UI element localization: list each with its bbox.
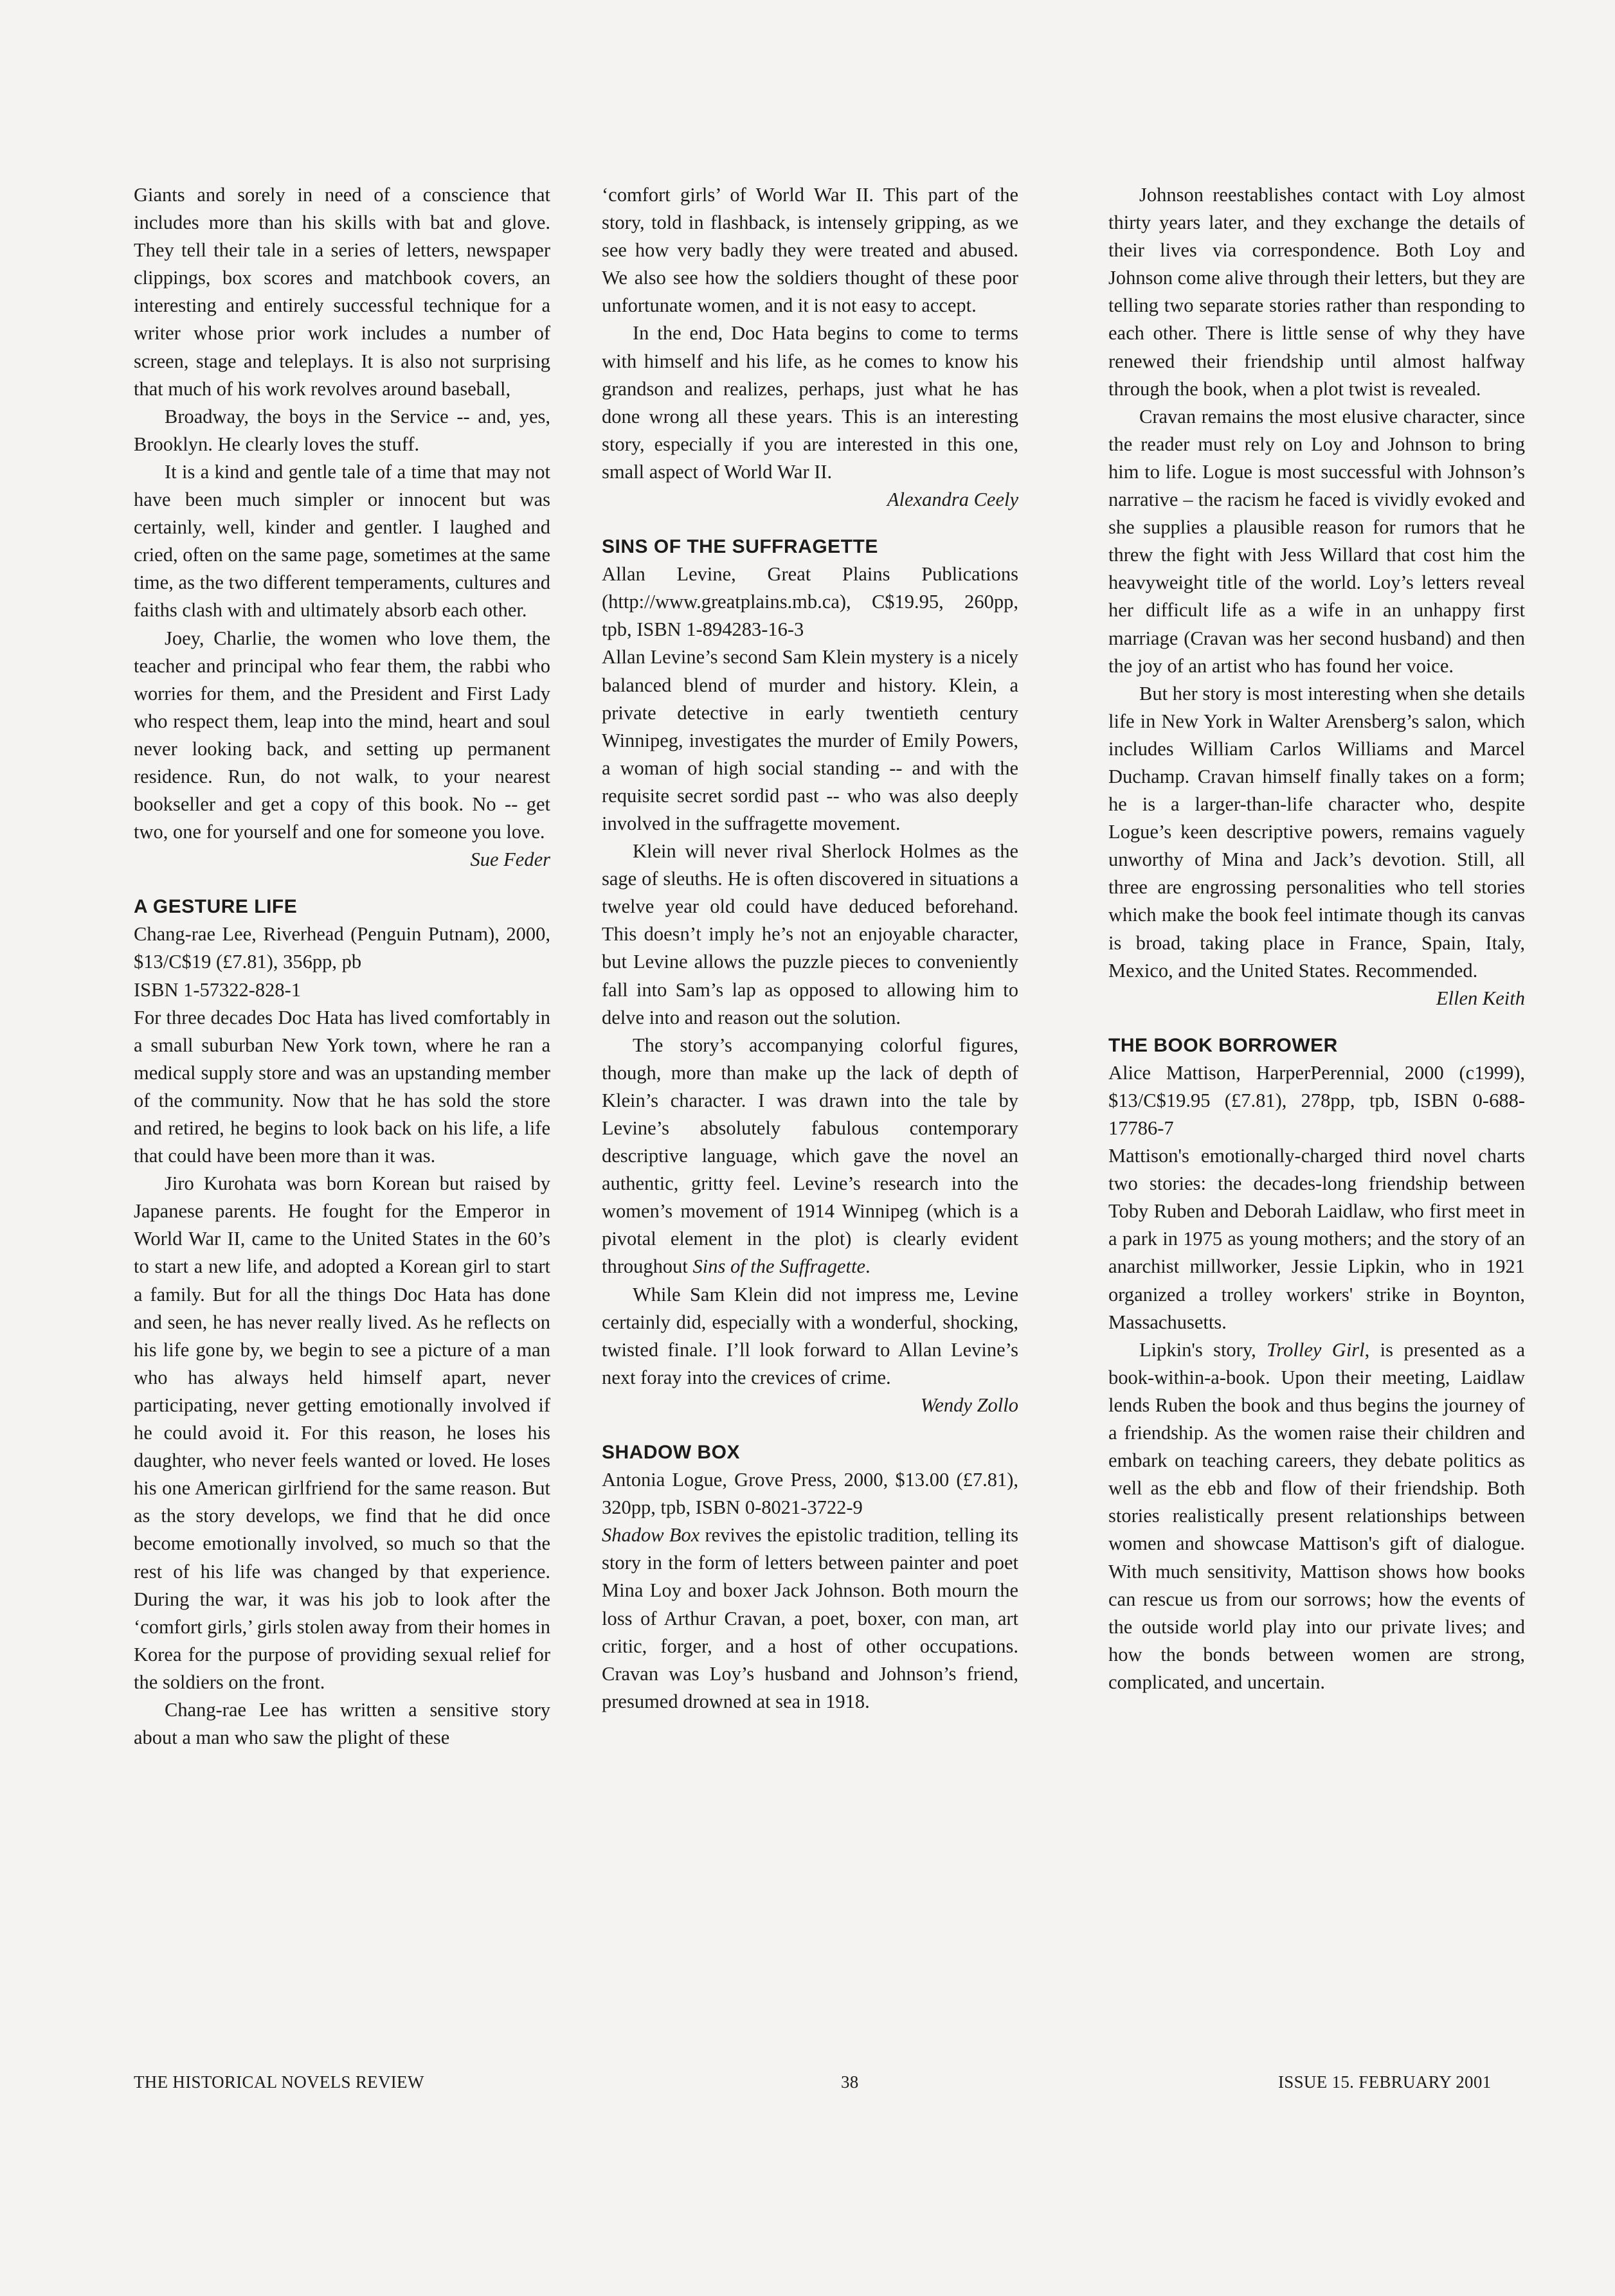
punctuation: . [865,1255,871,1278]
review-paragraph [1108,1336,1525,1696]
review-text: The story’s accompanying colorful figures, though, more than make up the lack of depth of Klein’s character. I was drawn into the tale by Levine’s absolutely fabulous contemporary descriptive language, which gave the novel an authentic, gritty feel. Levine’s research into the women’s movement of 1914 Winnipeg (which is a pivotal element in the plot) is clearly evident throughout [602,1034,1018,1278]
review-paragraph: Joey, Charlie, the women who love them, the teacher and principal who fear them, the rabbi who worries for them, and the President and First Lady who respect them, leap into the mind, heart and soul never looking back, and setting up permanent residence. Run, do not walk, to your nearest bookseller and get a copy of this book. No -- get two, one for yourself and one for someone you love. [134,627,550,843]
review-text: Lipkin's story, [1139,1338,1256,1361]
review-paragraph [602,1521,1018,1716]
book-title-italic: Trolley Girl [1267,1338,1365,1361]
footer-page-number: 38 [841,2072,859,2092]
review-paragraph: It is a kind and gentle tale of a time that may not have been much simpler or innocent but was certainly, well, kinder and gentler. I laughed and cried, often on the same page, sometimes at the same time, as the two different temperaments, cultures and faiths clash with and ultimately absorb each other. [134,460,550,622]
review-paragraph: Giants and sorely in need of a conscience that includes more than his skills with bat and glove. They tell their tale in a series of letters, newspaper clippings, box scores and matchbook covers, an interesting and entirely successful technique for a writer whose prior work includes a number of screen, stage and teleplays. It is also not surprising that much of his work revolves around baseball, [134,184,550,400]
review-text: revives the epistolic tradition, telling its story in the form of letters between painter and poet Mina Loy and boxer Jack Johnson. Both mourn the loss of Arthur Cravan, a poet, boxer, con man, art critic, forger, and a host of other occupations. Cravan was Loy’s husband and Johnson’s friend, presumed drowned at sea in 1918. [602,1524,1019,1712]
reviewer-signature: Wendy Zollo [920,1394,1018,1416]
review-paragraph: Cravan remains the most elusive character, since the reader must rely on Loy and Johnson to bring him to life. Logue is most successful with Johnson’s narrative – the racism he faced is vividly evoked and she supplies a plausible reason for rumors that he threw the fight with Jess Willard that cost him the heavyweight title of the world. Loy’s letters reveal her difficult life as a wife in an unhappy first marriage (Cravan was her second husband) and then the joy of an artist who has found her voice. [1108,405,1525,677]
book-title-italic: Shadow Box [602,1524,700,1547]
book-details: Alice Mattison, HarperPerennial, 2000 (c1999), $13/C$19.95 (£7.81), 278pp, tpb, ISBN 0-688-17786-7 [1108,1061,1525,1139]
review-paragraph: Chang-rae Lee has written a sensitive story about a man who saw the plight of these [134,1698,550,1749]
review-paragraph: ‘comfort girls’ of World War II. This part of the story, told in flashback, is intensely gripping, as we see how very badly they were treated and abused. We also see how the soldiers thought of these poor unfortunate women, and it is not easy to accept. [602,184,1018,317]
review-paragraph: But her story is most interesting when she details life in New York in Walter Arensberg’s salon, which includes William Carlos Williams and Marcel Duchamp. Cravan himself finally takes on a form; he is a larger-than-life character who, despite Logue’s keen descriptive powers, remains vaguely unworthy of Mina and Jack’s devotion. Still, all three are engrossing personalities who tell stories which make the book feel intimate though its canvas is broad, taking place in France, Spain, Italy, Mexico, and the United States. Recommended. [1108,682,1525,982]
footer-issue-date: ISSUE 15. FEBRUARY 2001 [1278,2072,1492,2092]
reviewer-signature: Alexandra Ceely [887,489,1018,511]
book-details: Antonia Logue, Grove Press, 2000, $13.00 (£7.81), 320pp, tpb, ISBN 0-8021-3722-9 [602,1469,1018,1519]
review-heading-a-gesture-life: A GESTURE LIFE [134,896,298,918]
review-paragraph: Mattison's emotionally-charged third novel charts two stories: the decades-long friendship between Toby Ruben and Deborah Laidlaw, who first meet in a park in 1975 as young mothers; and the story of an anarchist millworker, Jessie Lipkin, who in 1921 organized a trolley workers' strike in Boynton, Massachusetts. [1108,1145,1525,1333]
review-heading-shadow-box: SHADOW BOX [602,1442,740,1464]
review-paragraph: Johnson reestablishes contact with Loy almost thirty years later, and they exchange the details of their lives via correspondence. Both Loy and Johnson come alive through their letters, but they are telling two separate stories rather than responding to each other. There is little sense of why they have renewed their friendship until almost halfway through the book, when a plot twist is revealed. [1108,184,1525,400]
review-paragraph: For three decades Doc Hata has lived comfortably in a small suburban New York town, where he ran a medical supply store and was an upstanding member of the community. Now that he has sold the store and retired, he begins to look back on his life, a life that could have been more than it was. [134,1006,550,1167]
review-paragraph: Klein will never rival Sherlock Holmes as the sage of sleuths. He is often discovered in situations a twelve year old could have deduced beforehand. This doesn’t imply he’s not an enjoyable character, but Levine allows the puzzle pieces to conveniently fall into Sam’s lap as opposed to allowing him to delve into and reason out the solution. [602,840,1018,1028]
column-3 [1108,181,1525,1696]
footer-publication-title: THE HISTORICAL NOVELS REVIEW [134,2072,424,2092]
book-details: Allan Levine, Great Plains Publications (http://www.greatplains.mb.ca), C$19.95, 260pp, tpb, ISBN 1-894283-16-3 [602,563,1018,641]
review-paragraph: Allan Levine’s second Sam Klein mystery is a nicely balanced blend of murder and history. Klein, a private detective in early twentieth century Winnipeg, investigates the murder of Emily Powers, a woman of high social standing -- and with the requisite secret sordid past -- who was also deeply involved in the suffragette movement. [602,646,1018,834]
review-paragraph: In the end, Doc Hata begins to come to terms with himself and his life, as he comes to know his grandson and realizes, perhaps, just what he has done wrong all these years. This is an interesting story, especially if you are interested in this one, small aspect of World War II. [602,322,1018,483]
review-heading-the-book-borrower: THE BOOK BORROWER [1108,1034,1338,1056]
review-text: , is presented as a book-within-a-book. Upon their meeting, Laidlaw lends Ruben the book and thus begins the journey of a friendship. As the women raise their children and embark on teaching careers, they debate politics as well as the ebb and flow of their friendship. Both stories realistically present relationships between women and showcase Mattison's gift of dialogue. With much sensitivity, Mattison shows how books can rescue us from our sorrows; how the events of the outside world play into our private lives; and how the bonds between women are strong, complicated, and uncertain. [1108,1338,1525,1693]
column-2 [602,181,1018,1716]
review-paragraph: Broadway, the boys in the Service -- and, yes, Brooklyn. He clearly loves the stuff. [134,405,550,455]
reviewer-signature: Ellen Keith [1436,987,1525,1009]
book-details: Chang-rae Lee, Riverhead (Penguin Putnam), 2000, $13/C$19 (£7.81), 356pp, pb [134,923,550,973]
review-paragraph: Jiro Kurohata was born Korean but raised by Japanese parents. He fought for the Emperor in World War II, came to the United States in the 60’s to start a new life, and adopted a Korean girl to start a family. But for all the things Doc Hata has done and seen, he has never really lived. As he reflects on his life gone by, we begin to see a picture of a man who has always held himself apart, never participating, never getting emotionally involved if he could avoid it. For this reason, he loses his daughter, who never feels wanted or loved. He loses his one American girlfriend for the same reason. But as the story develops, we find that he did once become emotionally involved, so much so that the rest of his life was changed by that experience. During the war, it was his job to look after the ‘comfort girls,’ girls stolen away from their homes in Korea for the purpose of providing sexual relief for the soldiers on the front. [134,1172,550,1693]
review-paragraph [602,1032,1018,1281]
review-heading-sins-of-the-suffragette: SINS OF THE SUFFRAGETTE [602,536,878,558]
column-1 [134,181,550,1752]
review-paragraph: While Sam Klein did not impress me, Levine certainly did, especially with a wonderful, shocking, twisted finale. I’ll look forward to Allan Levine’s next foray into the crevices of crime. [602,1283,1018,1388]
book-title-italic: Sins of the Suffragette [692,1255,866,1278]
reviewer-signature: Sue Feder [470,848,550,871]
book-isbn: ISBN 1-57322-828-1 [134,978,302,1001]
